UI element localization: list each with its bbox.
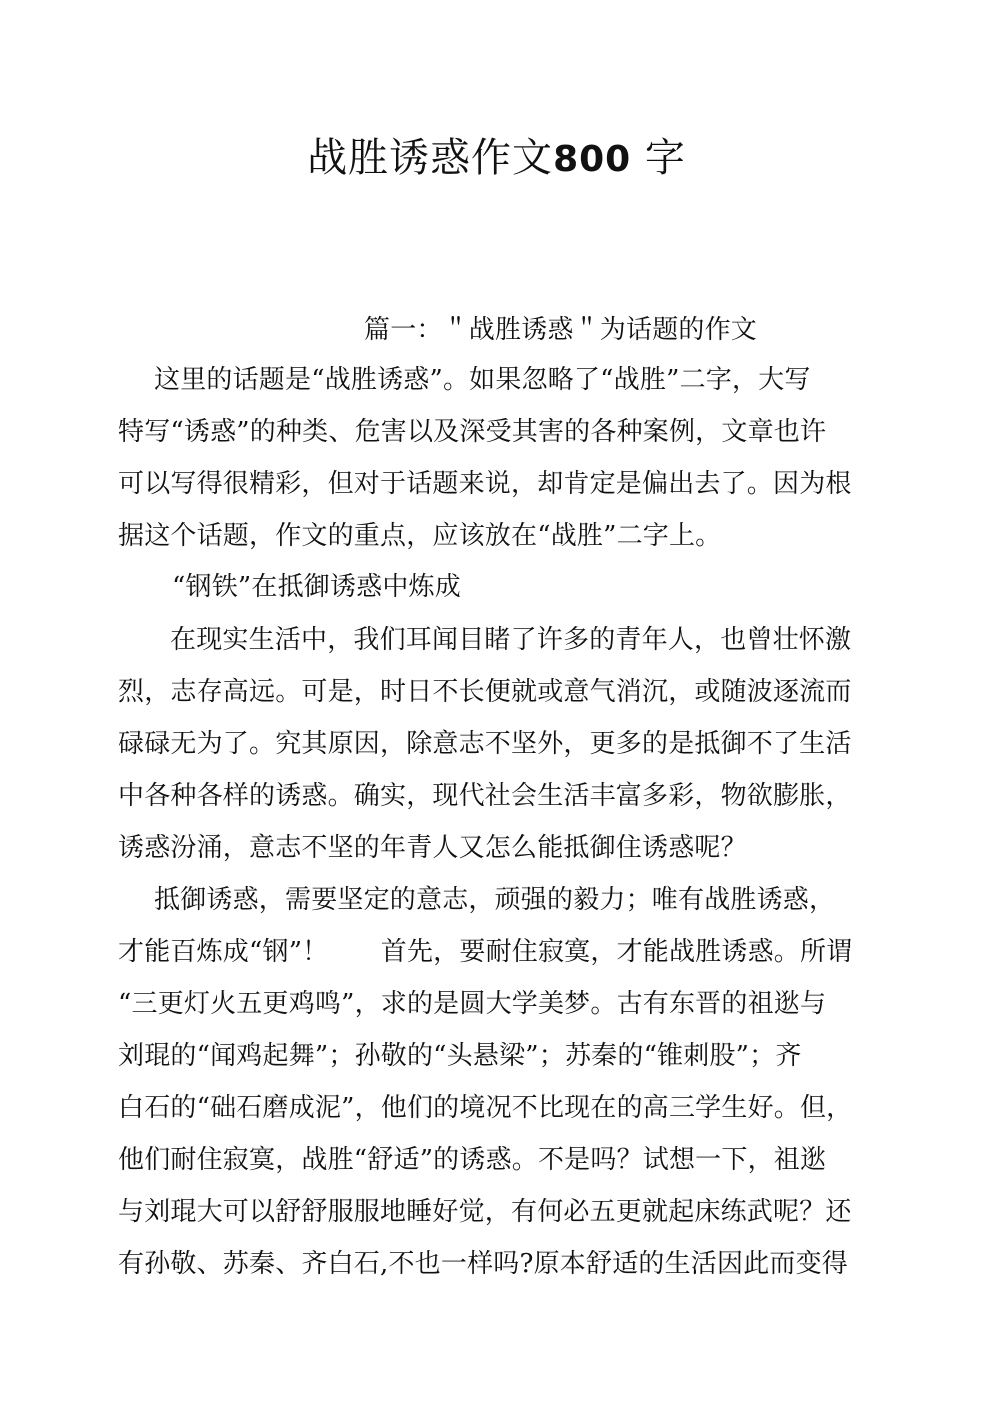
body-line: 抵御诱惑，需要坚定的意志，顽强的毅力；唯有战胜诱惑， <box>154 885 836 915</box>
body-line: 诱惑汾涌，意志不坚的年青人又怎么能抵御住诱惑呢？ <box>118 833 747 863</box>
section-heading: 篇一：＂战胜诱惑＂为话题的作文 <box>364 315 758 345</box>
body-line: 才能百炼成“钢”！ 首先，要耐住寂寞，才能战胜诱惑。所谓 <box>118 937 853 967</box>
body-line: 他们耐住寂寞，战胜“舒适”的诱惑。不是吗？试想一下，祖逖 <box>118 1145 827 1175</box>
body-line: “三更灯火五更鸡鸣”，求的是圆大学美梦。古有东晋的祖逖与 <box>118 989 827 1019</box>
body-line: 碌碌无为了。究其原因，除意志不坚外，更多的是抵御不了生活 <box>118 729 852 759</box>
body-line: 有孙敬、苏秦、齐白石,不也一样吗?原本舒适的生活因此而变得 <box>118 1249 849 1279</box>
title-suffix: 字 <box>631 135 686 181</box>
body-line: 中各种各样的诱惑。确实，现代社会生活丰富多彩，物欲膨胀， <box>118 781 852 811</box>
body-line: 白石的“础石磨成泥”，他们的境况不比现在的高三学生好。但， <box>118 1093 853 1123</box>
body-line: 刘琨的“闻鸡起舞”；孙敬的“头悬梁”；苏秦的“锥刺股”；齐 <box>118 1041 802 1071</box>
title-text: 战胜诱惑作文 <box>307 135 554 181</box>
body-line: 烈，志存高远。可是，时日不长便就或意气消沉，或随波逐流而 <box>118 677 852 707</box>
body-line: 特写“诱惑”的种类、危害以及深受其害的各种案例，文章也许 <box>118 417 827 447</box>
body-line: 与刘琨大可以舒舒服服地睡好觉，有何必五更就起床练武呢？还 <box>118 1197 852 1227</box>
document-title <box>0 130 993 188</box>
title-number: 800 <box>553 139 632 180</box>
body-line: 这里的话题是“战胜诱惑”。如果忽略了“战胜”二字，大写 <box>154 365 811 395</box>
subheading: “钢铁”在抵御诱惑中炼成 <box>172 572 461 602</box>
body-line: 可以写得很精彩，但对于话题来说，却肯定是偏出去了。因为根 <box>118 469 852 499</box>
body-line: 据这个话题，作文的重点，应该放在“战胜”二字上。 <box>118 521 722 551</box>
body-line: 在现实生活中，我们耳闻目睹了许多的青年人，也曾壮怀激 <box>170 625 852 655</box>
